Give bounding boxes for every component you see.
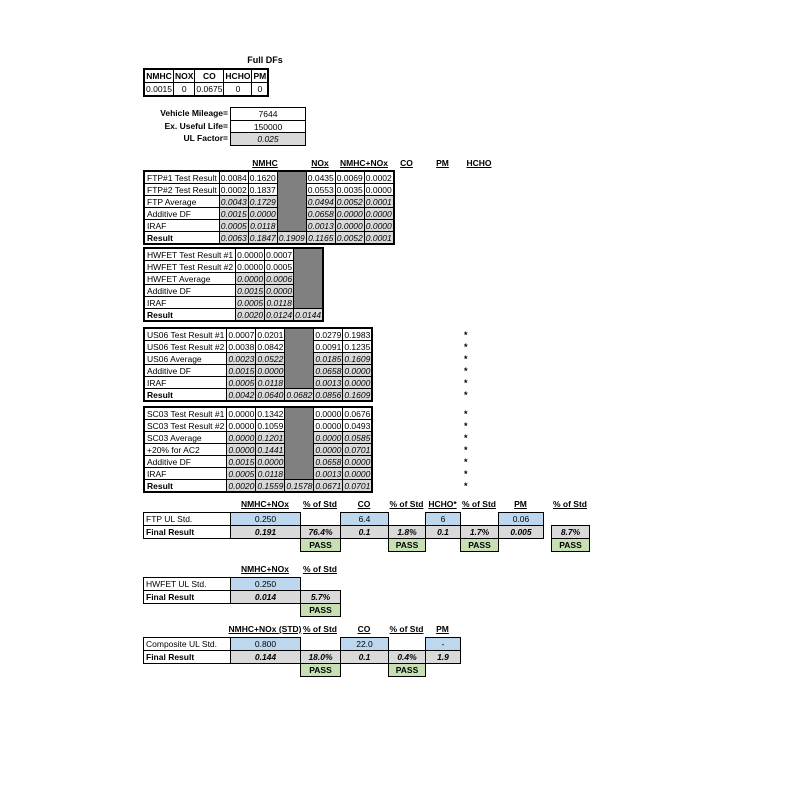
value-cell: 0 xyxy=(224,83,252,97)
value-cell: 0.0052 xyxy=(336,196,363,207)
table-row xyxy=(144,407,372,420)
value-cell: 0.0118 xyxy=(257,468,284,479)
row-label: Final Result xyxy=(143,525,231,539)
footnote-asterisk: * xyxy=(464,457,468,467)
value-cell: 0.0000 xyxy=(237,261,264,272)
row-label: FTP Average xyxy=(144,196,219,208)
row-label: Result xyxy=(144,309,236,322)
footnote-asterisk: * xyxy=(464,354,468,364)
value-cell: 0.0052 xyxy=(336,232,363,243)
table-row xyxy=(144,341,372,353)
value-cell: 0.0015 xyxy=(228,456,255,467)
value-cell: 0.0035 xyxy=(336,184,363,195)
pass-badge: PASS xyxy=(388,538,426,552)
value-cell: 0.0001 xyxy=(365,232,392,243)
value-cell: 0.0015 xyxy=(146,84,172,94)
row-label: IRAF xyxy=(144,297,236,309)
result-value-cell: 0.144 xyxy=(230,650,301,664)
column-header: PM xyxy=(436,624,449,634)
value-cell: 0.0000 xyxy=(257,456,284,467)
value-cell: 0.0002 xyxy=(220,184,247,195)
table-row xyxy=(144,208,394,220)
value-cell: 0.0000 xyxy=(237,249,264,260)
row-label: US06 Test Result #2 xyxy=(144,341,227,353)
result-value-cell: 8.7% xyxy=(551,525,590,539)
value-cell: 0.0013 xyxy=(307,220,334,231)
value-cell: 0 xyxy=(252,83,268,97)
table-row xyxy=(144,220,394,232)
value-cell: 0.1235 xyxy=(344,341,371,352)
value-cell: 0.0435 xyxy=(307,172,334,183)
row-label: HWFET Average xyxy=(144,273,236,285)
row-label: Result xyxy=(144,389,227,402)
value-cell: 0.0000 xyxy=(228,444,255,455)
row-label: Result xyxy=(144,232,219,245)
column-header: CO xyxy=(400,158,413,168)
value-cell: 0.0185 xyxy=(315,353,342,364)
table-row xyxy=(144,232,394,245)
column-header: % of Std xyxy=(462,499,496,509)
result-value-cell: 1.8% xyxy=(388,525,426,539)
field-label: Vehicle Mileage= xyxy=(160,108,228,118)
row-label: +20% for AC2 xyxy=(144,444,227,456)
result-value-cell: 0.4% xyxy=(388,650,426,664)
row-label: Additive DF xyxy=(144,208,219,220)
value-cell: 0.0000 xyxy=(336,208,363,219)
footnote-asterisk: * xyxy=(464,421,468,431)
pass-badge: PASS xyxy=(388,663,426,677)
value-cell: 0.0000 xyxy=(315,432,342,443)
column-header: CO xyxy=(195,69,224,83)
table-row xyxy=(144,171,394,184)
value-cell: 0.0201 xyxy=(257,329,284,340)
row-label: Additive DF xyxy=(144,285,236,297)
table-row xyxy=(144,456,372,468)
result-value-cell: 1.9 xyxy=(425,650,461,664)
footnote-asterisk: * xyxy=(464,433,468,443)
column-header: PM xyxy=(436,158,449,168)
column-header: NMHC+NOx xyxy=(241,499,289,509)
blocked-cell xyxy=(277,171,306,232)
row-label: Final Result xyxy=(143,590,231,604)
table-row xyxy=(144,365,372,377)
column-header: CO xyxy=(357,624,371,634)
table-row xyxy=(144,196,394,208)
value-cell: 0.1559 xyxy=(257,480,284,491)
column-header: NMHC+NOx xyxy=(340,158,388,168)
column-header: NOX xyxy=(175,71,194,81)
value-cell: 0.0020 xyxy=(237,309,264,320)
value-cell: 0.1441 xyxy=(257,444,284,455)
value-cell: 0.0000 xyxy=(266,285,293,296)
value-cell: 0.0493 xyxy=(344,420,371,431)
std-value-cell: - xyxy=(425,637,461,651)
table-row xyxy=(144,377,372,389)
column-header: NMHC xyxy=(252,158,278,168)
value-cell: 0.1620 xyxy=(249,172,276,183)
column-header: PM xyxy=(514,499,527,509)
row-label: IRAF xyxy=(144,220,219,232)
value-cell: 0.0000 xyxy=(315,408,342,419)
value-cell: 0.0000 xyxy=(315,420,342,431)
row-label: Final Result xyxy=(143,650,231,664)
value-cell: 0.0000 xyxy=(365,184,392,195)
result-value-cell: 18.0% xyxy=(300,650,341,664)
footnote-asterisk: * xyxy=(464,366,468,376)
column-header: % of Std xyxy=(389,624,424,634)
value-cell: 0.0020 xyxy=(228,480,255,491)
value-row xyxy=(144,83,268,97)
row-label: FTP UL Std. xyxy=(143,512,231,526)
value-cell: 0.0023 xyxy=(228,353,255,364)
result-value-cell: 76.4% xyxy=(300,525,341,539)
value-cell: 0.0013 xyxy=(315,377,342,388)
value-cell: 0.0000 xyxy=(315,444,342,455)
value-cell: 0.1909 xyxy=(278,232,305,243)
value-cell: 0.1342 xyxy=(257,408,284,419)
column-header: HCHO xyxy=(225,71,251,81)
value-cell: 0.0042 xyxy=(228,389,255,400)
table-row xyxy=(144,248,323,261)
value-cell: 0.0005 xyxy=(228,468,255,479)
result-value-cell: 0.1 xyxy=(340,650,389,664)
value-cell: 0.0001 xyxy=(365,196,392,207)
value-cell: 0.0015 xyxy=(220,208,247,219)
column-header: NMHC xyxy=(144,69,174,83)
value-cell: 0.0118 xyxy=(266,297,292,308)
row-label: FTP#2 Test Result xyxy=(144,184,219,196)
footnote-asterisk: * xyxy=(464,469,468,479)
column-header: HCHO xyxy=(466,158,492,168)
value-cell: 0.1837 xyxy=(249,184,276,195)
table-row xyxy=(144,468,372,480)
table-row xyxy=(144,432,372,444)
row-label: US06 Average xyxy=(144,353,227,365)
value-cell: 0.0043 xyxy=(220,196,247,207)
pass-badge: PASS xyxy=(460,538,499,552)
column-header: NMHC+NOx xyxy=(241,564,289,574)
full-dfs-table xyxy=(143,68,269,97)
footnote-asterisk: * xyxy=(464,378,468,388)
value-cell: 0.0015 xyxy=(237,285,264,296)
table-row xyxy=(144,353,372,365)
value-cell: 0.0279 xyxy=(315,329,342,340)
value-cell: 0.0005 xyxy=(237,297,264,308)
result-value-cell: 0.005 xyxy=(498,525,544,539)
value-cell: 0.0000 xyxy=(344,377,371,388)
std-value-cell: 0.800 xyxy=(230,637,301,651)
value-cell: 0.0038 xyxy=(228,341,255,352)
value-cell: 0.0118 xyxy=(257,377,284,388)
field-value: 7644 xyxy=(230,107,306,121)
value-cell: 0.0006 xyxy=(266,273,293,284)
table-row xyxy=(144,480,372,493)
result-value-cell: 5.7% xyxy=(300,590,341,604)
ftp-table xyxy=(143,170,395,245)
value-cell: 0.0124 xyxy=(266,309,293,320)
value-cell: 0.0005 xyxy=(228,377,255,388)
table-row xyxy=(144,328,372,341)
value-cell: 0 xyxy=(174,83,195,97)
row-label: HWFET Test Result #2 xyxy=(144,261,236,273)
footnote-asterisk: * xyxy=(464,409,468,419)
value-cell: 0.0553 xyxy=(307,184,334,195)
value-cell: 0.0000 xyxy=(336,220,363,231)
header-row xyxy=(144,69,268,83)
column-header: PM xyxy=(253,71,267,81)
field-value: 0.025 xyxy=(230,132,306,146)
column-header: NMHC+NOx (STD) xyxy=(228,624,302,634)
footnote-asterisk: * xyxy=(464,481,468,491)
std-value-cell: 0.250 xyxy=(230,512,301,526)
value-cell: 0.1729 xyxy=(249,196,276,207)
table-row xyxy=(144,389,372,402)
value-cell: 0.1201 xyxy=(257,432,284,443)
value-cell: 0.0000 xyxy=(344,468,371,479)
table-row xyxy=(144,309,323,322)
value-cell: 0.0671 xyxy=(315,480,342,491)
value-cell: 0.0658 xyxy=(315,456,342,467)
value-cell: 0.0701 xyxy=(344,444,371,455)
table-row xyxy=(144,184,394,196)
row-label: US06 Test Result #1 xyxy=(144,328,227,341)
value-cell: 0.0007 xyxy=(228,329,255,340)
row-label: SC03 Test Result #1 xyxy=(144,407,227,420)
value-cell: 0.0000 xyxy=(228,408,255,419)
std-value-cell: 22.0 xyxy=(340,637,389,651)
value-cell: 0.0118 xyxy=(250,220,276,231)
value-cell: 0.0000 xyxy=(228,432,255,443)
value-cell: 0.0842 xyxy=(257,341,284,352)
value-cell: 0.1165 xyxy=(308,232,334,243)
value-cell: 0.1609 xyxy=(344,353,371,364)
value-cell: 0.0000 xyxy=(344,456,371,467)
row-label: HWFET Test Result #1 xyxy=(144,248,236,261)
pass-badge: PASS xyxy=(300,663,341,677)
row-label: Result xyxy=(144,480,227,493)
table-row xyxy=(144,420,372,432)
value-cell: 0.0658 xyxy=(315,365,342,376)
row-label: IRAF xyxy=(144,468,227,480)
value-cell: 0.0522 xyxy=(257,353,284,364)
full-dfs-title: Full DFs xyxy=(247,55,283,65)
std-value-cell: 6.4 xyxy=(340,512,389,526)
value-cell: 0.0013 xyxy=(315,468,342,479)
result-value-cell: 0.1 xyxy=(425,525,461,539)
sc03-table xyxy=(143,406,373,493)
value-cell: 0.0144 xyxy=(295,309,322,320)
footnote-asterisk: * xyxy=(464,330,468,340)
row-label: IRAF xyxy=(144,377,227,389)
std-value-cell: 0.06 xyxy=(498,512,544,526)
value-cell: 0.1847 xyxy=(249,232,276,243)
value-cell: 0.0069 xyxy=(336,172,363,183)
value-cell: 0.1609 xyxy=(344,389,371,400)
value-cell: 0.0084 xyxy=(220,172,247,183)
column-header: HCHO* xyxy=(428,499,457,509)
value-cell: 0.0000 xyxy=(228,420,255,431)
column-header: % of Std xyxy=(303,564,337,574)
row-label: Additive DF xyxy=(144,456,227,468)
std-value-cell: 6 xyxy=(425,512,461,526)
column-header: % of Std xyxy=(389,499,424,509)
field-value: 150000 xyxy=(230,120,306,134)
value-cell: 0.0000 xyxy=(249,208,276,219)
value-cell: 0.1578 xyxy=(286,480,313,491)
blocked-cell xyxy=(285,407,314,480)
result-value-cell: 0.1 xyxy=(340,525,389,539)
blocked-cell xyxy=(285,328,314,389)
us06-table xyxy=(143,327,373,402)
footnote-asterisk: * xyxy=(464,390,468,400)
value-cell: 0.0640 xyxy=(257,389,284,400)
row-label: Composite UL Std. xyxy=(143,637,231,651)
value-cell: 0.0682 xyxy=(286,389,313,400)
row-label: Additive DF xyxy=(144,365,227,377)
column-header: CO xyxy=(357,499,371,509)
pass-badge: PASS xyxy=(300,538,341,552)
result-value-cell: 0.014 xyxy=(230,590,301,604)
value-cell: 0.0000 xyxy=(344,365,371,376)
pass-badge: PASS xyxy=(551,538,590,552)
value-cell: 0.0005 xyxy=(266,261,293,272)
column-header: % of Std xyxy=(553,499,587,509)
value-cell: 0.0091 xyxy=(315,341,342,352)
value-cell: 0.0063 xyxy=(220,232,247,243)
value-cell: 0.0675 xyxy=(196,84,223,94)
row-label: SC03 Test Result #2 xyxy=(144,420,227,432)
footnote-asterisk: * xyxy=(464,445,468,455)
value-cell: 0.0494 xyxy=(307,196,334,207)
value-cell: 0.0005 xyxy=(220,220,247,231)
blocked-cell xyxy=(294,248,324,309)
value-cell: 0.0000 xyxy=(257,365,284,376)
table-row xyxy=(144,444,372,456)
value-cell: 0.0000 xyxy=(237,273,264,284)
footnote-asterisk: * xyxy=(464,342,468,352)
value-cell: 0.0000 xyxy=(365,208,392,219)
column-header: % of Std xyxy=(303,624,337,634)
field-label: Ex. Useful Life= xyxy=(164,120,228,131)
hwfet-table xyxy=(143,247,324,322)
value-cell: 0.1983 xyxy=(344,329,371,340)
value-cell: 0.0701 xyxy=(344,480,371,491)
value-cell: 0.0000 xyxy=(365,220,392,231)
row-label: HWFET UL Std. xyxy=(143,577,231,591)
value-cell: 0.0585 xyxy=(344,432,371,443)
value-cell: 0.0658 xyxy=(307,208,334,219)
result-value-cell: 1.7% xyxy=(460,525,499,539)
result-value-cell: 0.191 xyxy=(230,525,301,539)
field-label: UL Factor= xyxy=(183,133,228,144)
value-cell: 0.0002 xyxy=(365,172,392,183)
std-value-cell: 0.250 xyxy=(230,577,301,591)
row-label: FTP#1 Test Result xyxy=(144,171,219,184)
value-cell: 0.0015 xyxy=(228,365,255,376)
value-cell: 0.0856 xyxy=(315,389,342,400)
column-header: NOx xyxy=(311,158,329,168)
value-cell: 0.0007 xyxy=(266,249,293,260)
value-cell: 0.1059 xyxy=(257,420,284,431)
pass-badge: PASS xyxy=(300,603,341,617)
row-label: SC03 Average xyxy=(144,432,227,444)
column-header: % of Std xyxy=(303,499,337,509)
value-cell: 0.0676 xyxy=(344,408,371,419)
